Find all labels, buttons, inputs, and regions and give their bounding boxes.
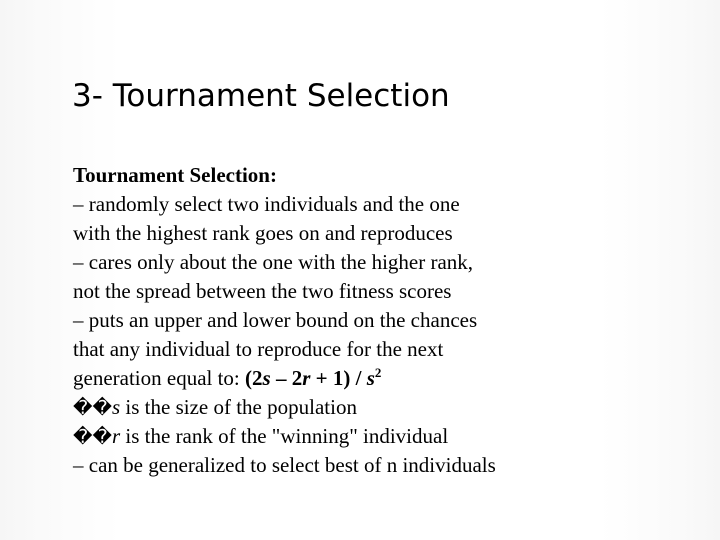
sub-item-var: s: [111, 395, 121, 419]
formula-part: (2: [245, 366, 263, 390]
missing-glyph-icon: ��: [73, 397, 112, 419]
body-line: – randomly select two individuals and the one: [73, 192, 460, 216]
formula-prefix: generation equal to:: [73, 366, 246, 390]
sub-item: [73, 393, 693, 422]
sub-item: [73, 422, 693, 451]
body-line: not the spread between the two fitness scores: [73, 279, 452, 303]
formula-line: [73, 364, 693, 393]
formula-part: + 1) /: [310, 366, 367, 390]
body-line: – can be generalized to select best of n individuals: [73, 453, 496, 477]
sub-item-var: r: [111, 424, 121, 448]
slide-title: 3- Tournament Selection: [72, 78, 450, 114]
sub-item-text: is the size of the population: [120, 395, 357, 419]
formula: [245, 366, 381, 390]
body-line: – puts an upper and lower bound on the chances: [73, 308, 478, 332]
formula-exponent: 2: [374, 365, 382, 380]
formula-var-s-squared: s: [366, 366, 375, 390]
body-line: that any individual to reproduce for the next: [73, 337, 444, 361]
missing-glyph-icon: ��: [73, 426, 112, 448]
sub-item-text: is the rank of the "winning" individual: [120, 424, 449, 448]
body-heading: Tournament Selection:: [73, 163, 277, 187]
formula-var-s: s: [262, 366, 271, 390]
slide-body: [73, 161, 693, 480]
formula-part: – 2: [270, 366, 303, 390]
body-line: with the highest rank goes on and reproduces: [73, 221, 453, 245]
formula-var-r: r: [302, 366, 311, 390]
body-line: – cares only about the one with the higher rank,: [73, 250, 474, 274]
